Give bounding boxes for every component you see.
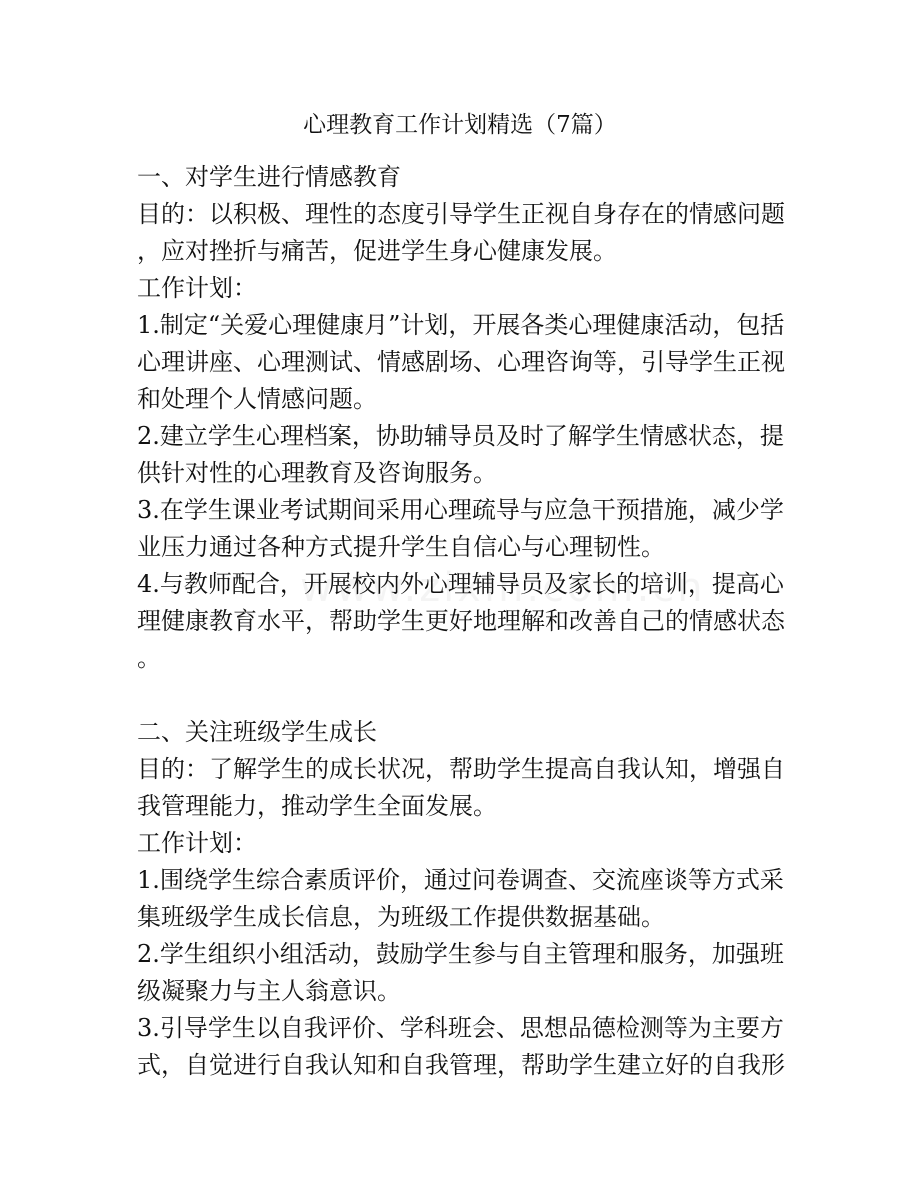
text-line: 目的：以积极、理性的态度引导学生正视自身存在的情感问题 [137, 200, 785, 228]
text-line: 2.学生组织小组活动，鼓励学生参与自主管理和服务，加强班 [137, 940, 784, 968]
text-line: 理健康教育水平，帮助学生更好地理解和改善自己的情感状态 [137, 607, 785, 635]
text-line [137, 677, 797, 714]
text-line: 供针对性的心理教育及咨询服务。 [137, 459, 497, 487]
text-line: ，应对挫折与痛苦，促进学生身心健康发展。 [137, 237, 617, 265]
text-line: 2.建立学生心理档案，协助辅导员及时了解学生情感状态，提 [137, 422, 784, 450]
text-line: 一、对学生进行情感教育 [137, 163, 401, 191]
text-line: 我管理能力，推动学生全面发展。 [137, 792, 497, 820]
text-line: 集班级学生成长信息，为班级工作提供数据基础。 [137, 903, 665, 931]
document-body [137, 159, 797, 1084]
text-line: 1.制定“关爱心理健康月”计划，开展各类心理健康活动，包括 [137, 311, 785, 339]
text-line: 心理讲座、心理测试、情感剧场、心理咨询等，引导学生正视 [137, 348, 785, 376]
text-line: 二、关注班级学生成长 [137, 718, 377, 746]
text-line: 式，自觉进行自我认知和自我管理，帮助学生建立好的自我形 [137, 1051, 785, 1079]
text-line: 和处理个人情感问题。 [137, 385, 377, 413]
text-line: 3.引导学生以自我评价、学科班会、思想品德检测等为主要方 [137, 1014, 784, 1042]
document-title: 心理教育工作计划精选（7篇） [303, 112, 617, 138]
text-line: 目的：了解学生的成长状况，帮助学生提高自我认知，增强自 [137, 755, 785, 783]
text-line: 1.围绕学生综合素质评价，通过问卷调查、交流座谈等方式采 [137, 866, 784, 894]
text-line: 。 [137, 644, 161, 672]
text-line: 工作计划： [137, 829, 257, 857]
text-line: 4.与教师配合，开展校内外心理辅导员及家长的培训，提高心 [137, 570, 784, 598]
text-line: 级凝聚力与主人翁意识。 [137, 977, 401, 1005]
text-line: 3.在学生课业考试期间采用心理疏导与应急干预措施，减少学 [137, 496, 784, 524]
text-line: 工作计划： [137, 274, 257, 302]
text-line: 业压力通过各种方式提升学生自信心与心理韧性。 [137, 533, 665, 561]
